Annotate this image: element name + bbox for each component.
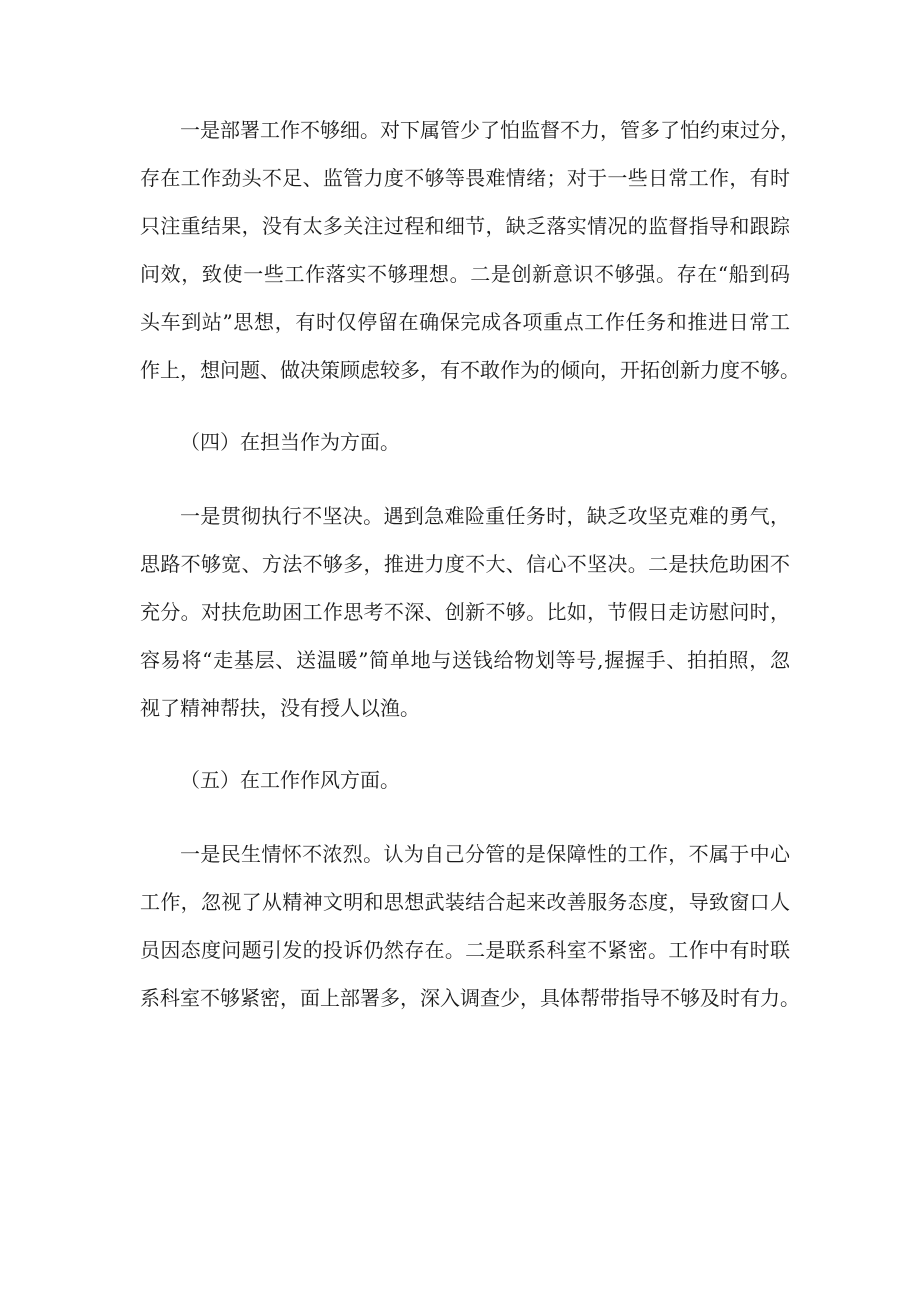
paragraph-2-line-2: 思路不够宽、方法不够多，推进力度不大、信心不坚决。二是扶危助困不 (140, 552, 790, 576)
section-heading-5: （五）在工作作风方面。 (180, 768, 400, 792)
paragraph-1-line-1: 一是部署工作不够细。对下属管少了怕监督不力，管多了怕约束过分， (180, 118, 800, 142)
paragraph-1-line-5: 头车到站”思想，有时仅停留在确保完成各项重点工作任务和推进日常工 (140, 310, 790, 334)
paragraph-3-line-1: 一是民生情怀不浓烈。认为自己分管的是保障性的工作，不属于中心 (180, 842, 790, 866)
paragraph-2-line-3: 充分。对扶危助困工作思考不深、创新不够。比如，节假日走访慰问时， (140, 600, 790, 624)
paragraph-2-line-5: 视了精神帮扶，没有授人以渔。 (140, 696, 420, 720)
paragraph-3-line-3: 员因态度问题引发的投诉仍然存在。二是联系科室不紧密。工作中有时联 (140, 938, 790, 962)
paragraph-2-line-4: 容易将“走基层、送温暖”简单地与送钱给物划等号,握握手、拍拍照，忽 (140, 648, 790, 672)
paragraph-3-line-4: 系科室不够紧密，面上部署多，深入调查少，具体帮带指导不够及时有力。 (140, 986, 800, 1010)
paragraph-2-line-1: 一是贯彻执行不坚决。遇到急难险重任务时，缺乏攻坚克难的勇气， (180, 504, 790, 528)
paragraph-1-line-6: 作上，想问题、做决策顾虑较多，有不敢作为的倾向，开拓创新力度不够。 (140, 358, 800, 382)
paragraph-1-line-2: 存在工作劲头不足、监管力度不够等畏难情绪；对于一些日常工作，有时 (140, 166, 790, 190)
paragraph-1-line-4: 问效，致使一些工作落实不够理想。二是创新意识不够强。存在“船到码 (140, 262, 790, 286)
section-heading-4: （四）在担当作为方面。 (180, 430, 400, 454)
paragraph-3-line-2: 工作，忽视了从精神文明和思想武装结合起来改善服务态度，导致窗口人 (140, 890, 790, 914)
paragraph-1-line-3: 只注重结果，没有太多关注过程和细节，缺乏落实情况的监督指导和跟踪 (140, 214, 790, 238)
